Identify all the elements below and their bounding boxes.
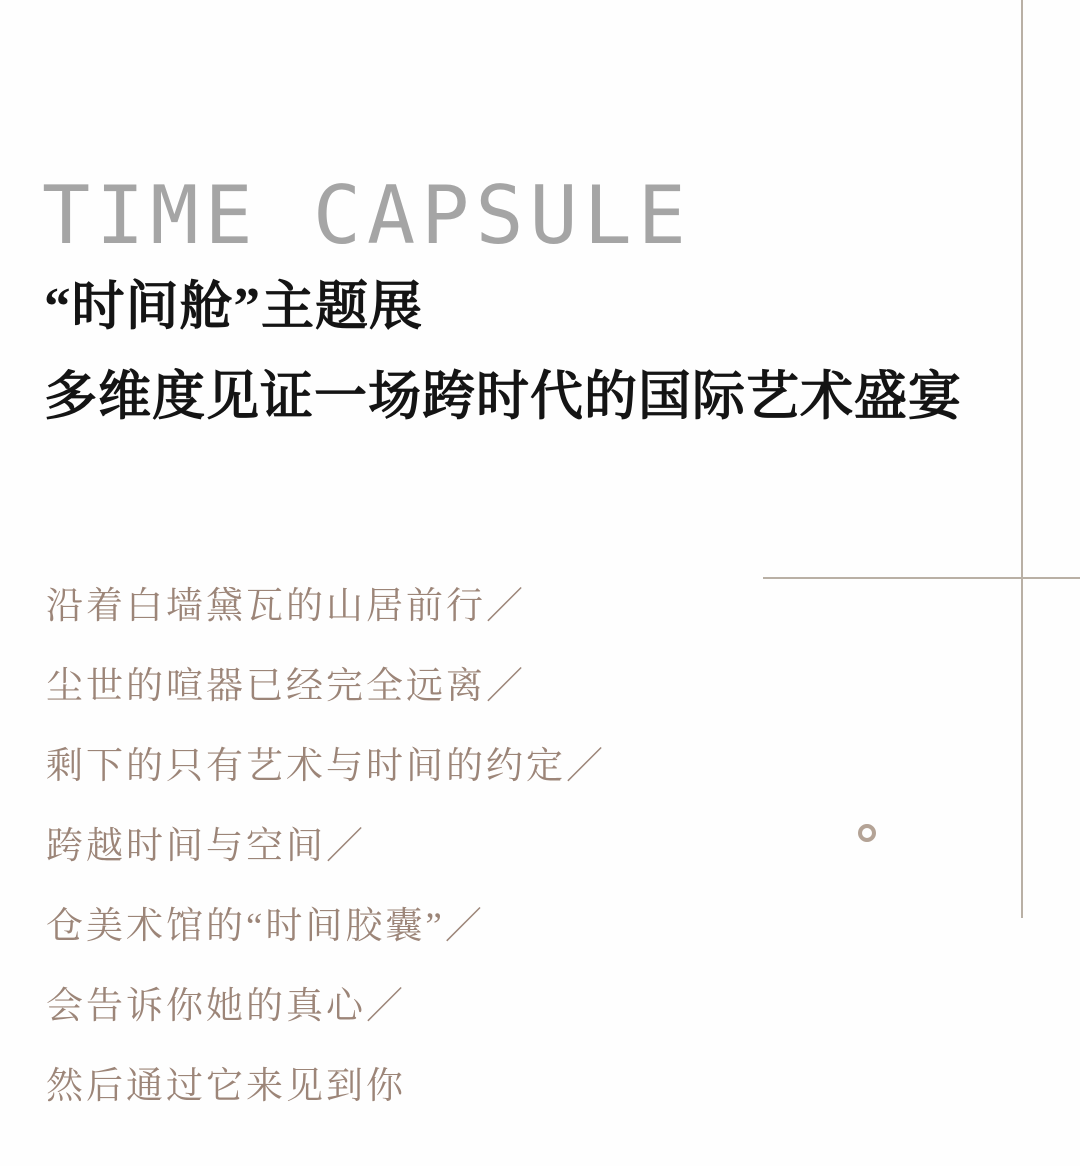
chinese-title-line2: 多维度见证一场跨时代的国际艺术盛宴 xyxy=(44,368,962,426)
poem-line: 然后通过它来见到你 xyxy=(46,1066,406,1107)
poem-line: 尘世的喧器已经完全远离／ xyxy=(46,666,526,707)
chinese-title-line1: “时间舱”主题展 xyxy=(44,278,423,336)
poem-line: 沿着白墙黛瓦的山居前行／ xyxy=(46,586,526,627)
circle-ornament-icon xyxy=(858,824,876,842)
poem-block xyxy=(46,562,606,1122)
poem-line: 跨越时间与空间／ xyxy=(46,826,366,867)
horizontal-rule xyxy=(763,577,1080,579)
poem-line: 剩下的只有艺术与时间的约定／ xyxy=(46,746,606,787)
vertical-rule xyxy=(1021,0,1023,918)
poem-line: 会告诉你她的真心／ xyxy=(46,986,406,1027)
english-title: TIME CAPSULE xyxy=(42,169,692,262)
poem-line: 仓美术馆的“时间胶囊”／ xyxy=(46,906,485,947)
